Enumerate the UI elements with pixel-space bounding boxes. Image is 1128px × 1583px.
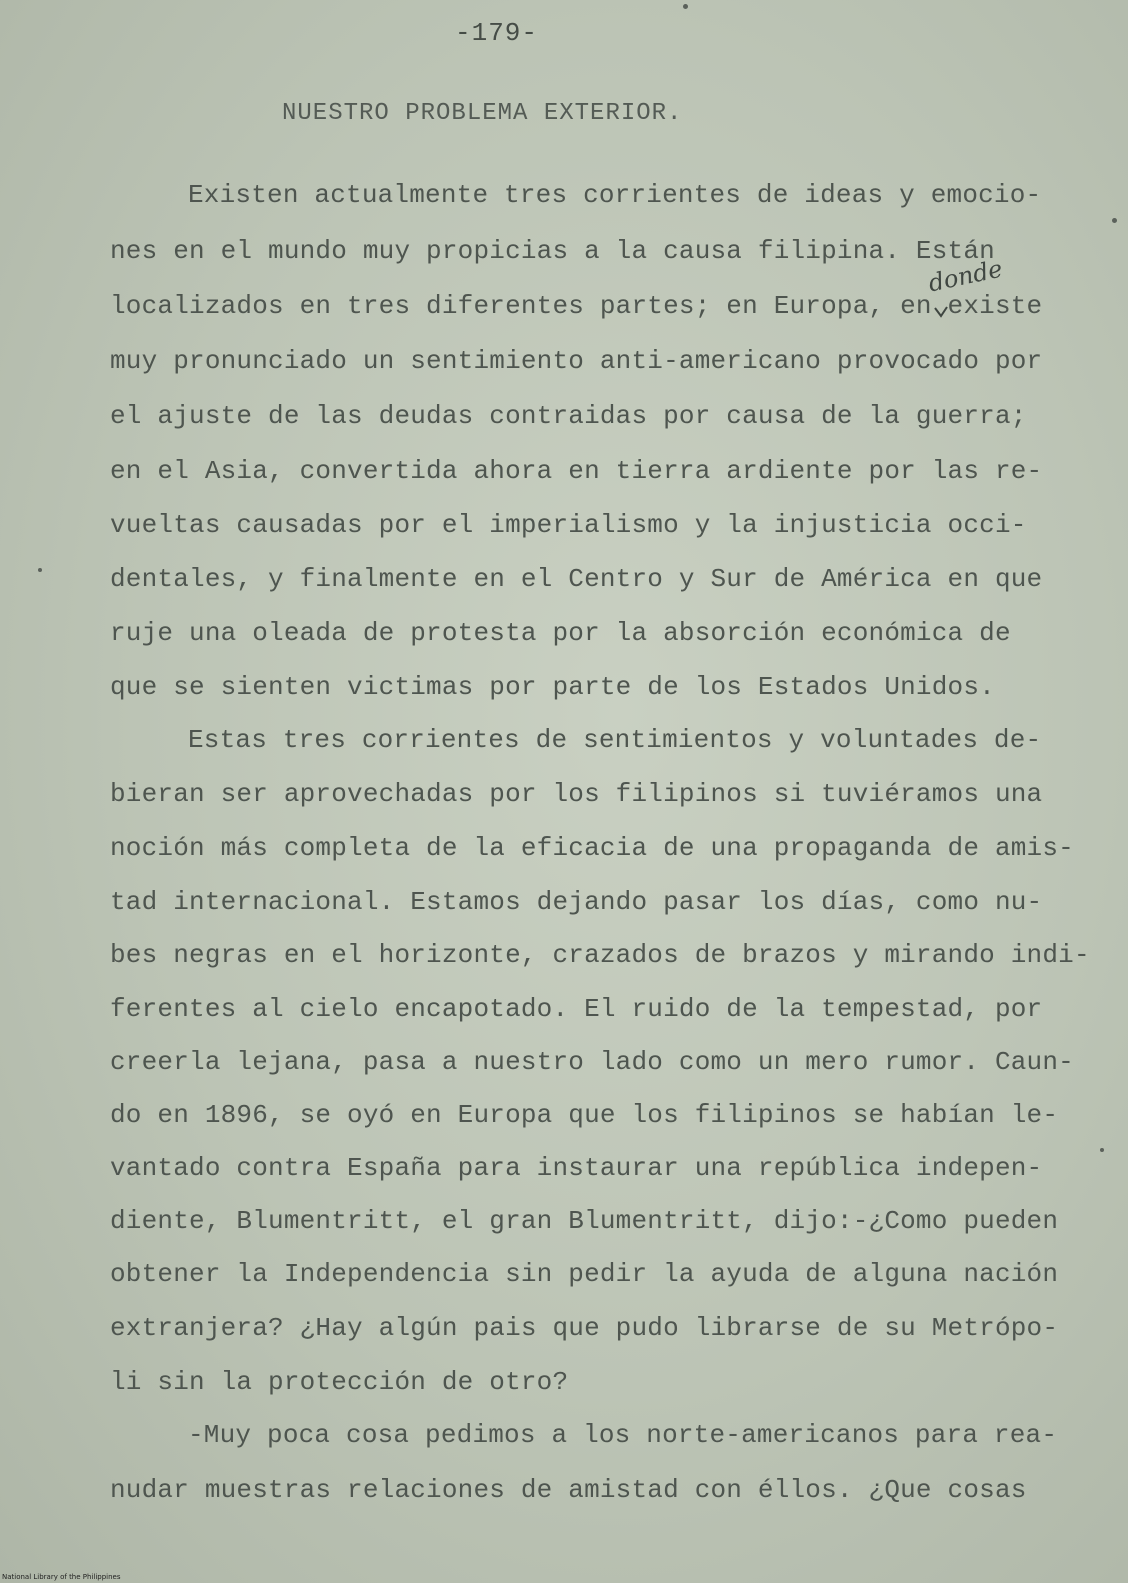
paper-speck	[683, 4, 688, 9]
text-line: bieran ser aprovechadas por los filipinos si tuviéramos una	[110, 779, 1043, 809]
text-line: en el Asia, convertida ahora en tierra ardiente por las re-	[110, 456, 1043, 486]
text-line: localizados en tres diferentes partes; en Europa, en existe	[110, 291, 1043, 321]
text-line: creerla lejana, pasa a nuestro lado como un mero rumor. Caun-	[110, 1047, 1074, 1077]
text-line: do en 1896, se oyó en Europa que los filipinos se habían le-	[110, 1100, 1059, 1130]
paper-speck	[1112, 218, 1117, 223]
text-line: extranjera? ¿Hay algún pais que pudo librarse de su Metrópo-	[110, 1313, 1059, 1343]
footer-credit: National Library of the Philippines	[2, 1573, 121, 1581]
page-number: -179-	[455, 18, 539, 48]
text-line: vueltas causadas por el imperialismo y la injusticia occi-	[110, 510, 1027, 540]
text-line: li sin la protección de otro?	[110, 1367, 569, 1397]
text-line: nes en el mundo muy propicias a la causa filipina. Están	[110, 236, 995, 266]
text-line: Existen actualmente tres corrientes de ideas y emocio-	[188, 180, 1042, 210]
paper-speck	[1100, 1148, 1104, 1152]
text-line: dentales, y finalmente en el Centro y Sur de América en que	[110, 564, 1043, 594]
text-line: ruje una oleada de protesta por la absorción económica de	[110, 618, 1011, 648]
text-line: -Muy poca cosa pedimos a los norte-americanos para rea-	[188, 1420, 1058, 1450]
paper-speck	[38, 568, 42, 572]
text-line: muy pronunciado un sentimiento anti-americano provocado por	[110, 346, 1043, 376]
text-line: ferentes al cielo encapotado. El ruido de la tempestad, por	[110, 994, 1043, 1024]
text-line: Estas tres corrientes de sentimientos y voluntades de-	[188, 725, 1042, 755]
handwritten-annotation: donde	[925, 254, 1005, 298]
text-line: tad internacional. Estamos dejando pasar los días, como nu-	[110, 887, 1043, 917]
page-title: NUESTRO PROBLEMA EXTERIOR.	[282, 100, 683, 127]
text-line: vantado contra España para instaurar una república indepen-	[110, 1153, 1043, 1183]
text-line: noción más completa de la eficacia de una propaganda de amis-	[110, 833, 1074, 863]
text-line: bes negras en el horizonte, crazados de brazos y mirando indi-	[110, 940, 1090, 970]
text-line: que se sienten victimas por parte de los Estados Unidos.	[110, 672, 995, 702]
text-line: obtener la Independencia sin pedir la ayuda de alguna nación	[110, 1259, 1059, 1289]
insertion-caret-icon	[934, 306, 948, 318]
text-line: nudar muestras relaciones de amistad con éllos. ¿Que cosas	[110, 1475, 1027, 1505]
text-line: diente, Blumentritt, el gran Blumentritt, dijo:-¿Como pueden	[110, 1206, 1059, 1236]
text-line: el ajuste de las deudas contraidas por causa de la guerra;	[110, 401, 1027, 431]
